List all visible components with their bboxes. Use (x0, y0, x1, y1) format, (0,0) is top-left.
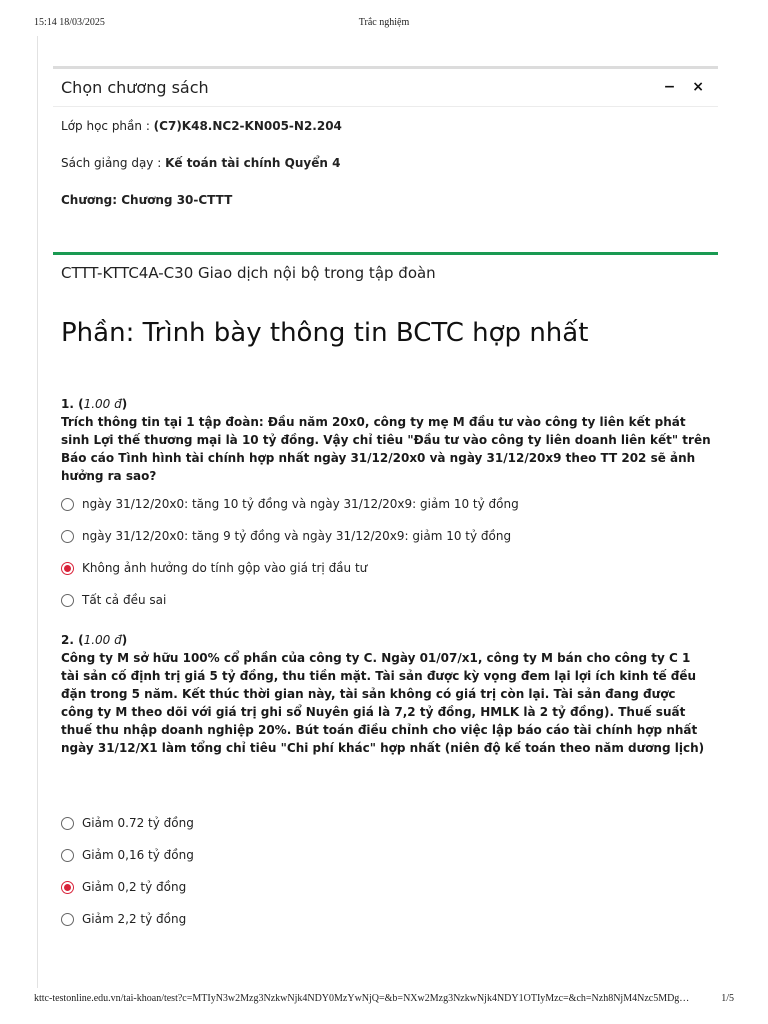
option-label: Giảm 2,2 tỷ đồng (82, 912, 187, 926)
question-1-header: 1. (1.00 đ) (61, 397, 128, 411)
print-url: kttc-testonline.edu.vn/tai-khoan/test?c=MTIyN3w2Mzg3NzkwNjk4NDY0MzYwNjQ=&b=NXw2Mzg3NzkwNjk4NDY1OTIyMzc=&ch=Nzh8NjM4Nzc5MDg… (34, 993, 690, 1004)
option-label: ngày 31/12/20x0: tăng 9 tỷ đồng và ngày 31/12/20x9: giảm 10 tỷ đồng (82, 529, 512, 543)
option-label: Giảm 0,16 tỷ đồng (82, 848, 194, 862)
radio-checked-icon[interactable] (61, 881, 74, 894)
chapter-select-panel (53, 66, 718, 226)
question-2-option-c[interactable] (61, 878, 186, 896)
class-value: (C7)K48.NC2-KN005-N2.204 (153, 119, 342, 133)
question-1 (61, 395, 711, 485)
question-2-text: Công ty M sở hữu 100% cổ phần của công ty C. Ngày 01/07/x1, công ty M bán cho công ty C 1 tài sản cố định trị giá 5 tỷ đồng, thu tiền mặt. Tài sản được kỳ vọng đem lại lợi ích kinh tế đều đặn trong 5 năm. Kết thúc thời gian này, tài sản không có giá trị còn lại. Tài sản đang được công ty M theo dõi với giá trị ghi sổ Nuyên giá là 7,2 tỷ đồng, HMLK là 2 tỷ đồng). Thuế suất thuế thu nhập doanh nghiệp 20%. Bút toán điều chỉnh cho việc lập báo cáo tài chính hợp nhất ngày 31/12/X1 làm tổng chỉ tiêu "Chi phí khác" hợp nhất (niên độ kế toán theo năm dương lịch) (61, 651, 705, 755)
option-label: Giảm 0,2 tỷ đồng (82, 880, 187, 894)
question-1-option-d[interactable] (61, 591, 166, 609)
chapter-info (61, 193, 232, 207)
class-label: Lớp học phần : (61, 119, 154, 133)
question-2 (61, 631, 711, 757)
print-header (34, 17, 734, 31)
radio-unchecked-icon[interactable] (61, 817, 74, 830)
panel-tools (652, 79, 704, 95)
exam-block (53, 252, 718, 362)
question-2-header: 2. (1.00 đ) (61, 633, 128, 647)
panel-title: Chọn chương sách (61, 78, 209, 97)
minimize-icon[interactable]: − (663, 79, 676, 95)
left-divider (37, 36, 38, 988)
chapter-label: Chương: (61, 193, 122, 207)
question-1-number: 1. (61, 397, 74, 411)
option-label: Không ảnh hưởng do tính gộp vào giá trị đầu tư (82, 561, 368, 575)
exam-code: CTTT-KTTC4A-C30 Giao dịch nội bộ trong tập đoàn (61, 264, 436, 282)
close-icon[interactable]: × (692, 79, 704, 95)
radio-unchecked-icon[interactable] (61, 849, 74, 862)
question-2-option-b[interactable] (61, 846, 194, 864)
print-datetime: 15:14 18/03/2025 (34, 17, 105, 28)
radio-unchecked-icon[interactable] (61, 913, 74, 926)
question-2-points: 1.00 đ (83, 633, 122, 647)
question-1-option-a[interactable] (61, 495, 519, 513)
question-1-points: 1.00 đ (83, 397, 122, 411)
print-page-number: 1/5 (721, 993, 734, 1004)
radio-unchecked-icon[interactable] (61, 530, 74, 543)
option-label: Tất cả đều sai (82, 593, 167, 607)
radio-unchecked-icon[interactable] (61, 498, 74, 511)
question-2-number: 2. (61, 633, 74, 647)
question-1-option-b[interactable] (61, 527, 511, 545)
class-info (61, 119, 342, 133)
question-1-text: Trích thông tin tại 1 tập đoàn: Đầu năm 20x0, công ty mẹ M đầu tư vào công ty liên kết phát sinh Lợi thế thương mại là 10 tỷ đồng. Vậy chỉ tiêu "Đầu tư vào công ty liên doanh liên kết" trên Báo cáo Tình hình tài chính hợp nhất ngày 31/12/20x0 và ngày 31/12/20x9 theo TT 202 sẽ ảnh hưởng ra sao? (61, 415, 711, 483)
option-label: Giảm 0.72 tỷ đồng (82, 816, 194, 830)
radio-unchecked-icon[interactable] (61, 594, 74, 607)
radio-checked-icon[interactable] (61, 562, 74, 575)
print-title: Trắc nghiệm (358, 17, 410, 28)
option-label: ngày 31/12/20x0: tăng 10 tỷ đồng và ngày 31/12/20x9: giảm 10 tỷ đồng (82, 497, 519, 511)
book-value: Kế toán tài chính Quyển 4 (165, 156, 341, 170)
book-info (61, 156, 340, 170)
section-title: Phần: Trình bày thông tin BCTC hợp nhất (61, 318, 589, 348)
question-2-option-d[interactable] (61, 910, 186, 928)
book-label: Sách giảng dạy : (61, 156, 166, 170)
question-2-option-a[interactable] (61, 814, 194, 832)
question-1-option-c[interactable] (61, 559, 367, 577)
panel-header (53, 69, 718, 107)
print-footer (34, 993, 734, 1007)
chapter-value: Chương 30-CTTT (121, 193, 233, 207)
